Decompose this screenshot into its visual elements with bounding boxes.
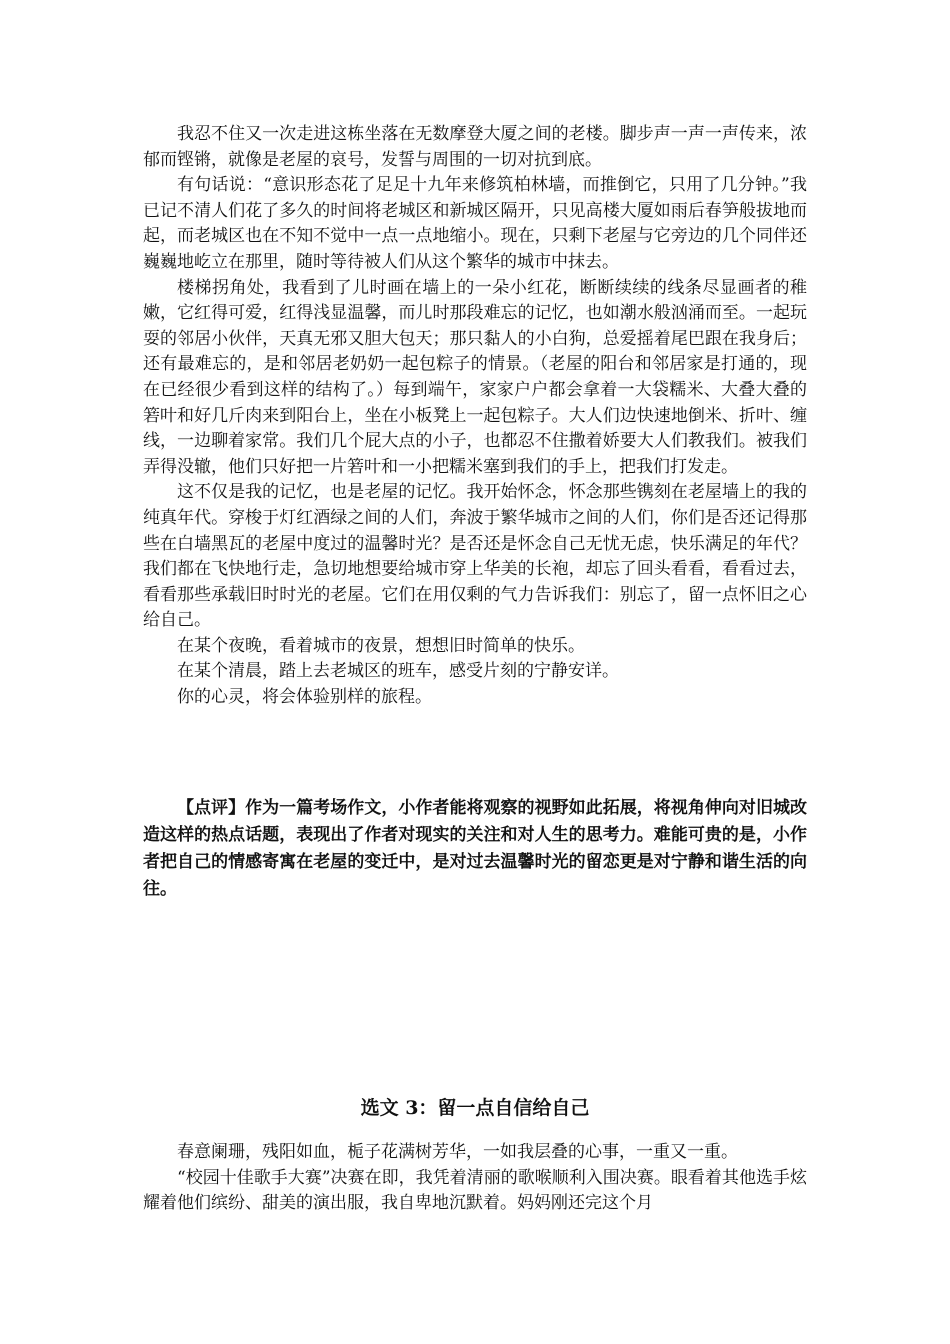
section3-body bbox=[143, 1140, 807, 1217]
essay-paragraph-5: 在某个夜晚，看着城市的夜景，想想旧时简单的快乐。 bbox=[177, 635, 585, 656]
essay-paragraph-1: 我忍不住又一次走进这栋坐落在无数摩登大厦之间的老楼。脚步声一声一声传来，浓郁而铿锵，就像是老屋的哀号，发誓与周围的一切对抗到底。 bbox=[143, 124, 807, 170]
essay-body bbox=[143, 122, 807, 711]
section-title: 选文 3：留一点自信给自己 bbox=[360, 1097, 590, 1119]
essay-paragraph-7: 你的心灵，将会体验别样的旅程。 bbox=[177, 687, 432, 708]
section3-paragraph-1: 春意阑珊，残阳如血，栀子花满树芳华，一如我层叠的心事，一重又一重。 bbox=[177, 1142, 738, 1162]
essay-paragraph-4: 这不仅是我的记忆，也是老屋的记忆。我开始怀念，怀念那些镌刻在老屋墙上的我的纯真年代。穿梭于灯红酒绿之间的人们，奔波于繁华城市之间的人们，你们是否还记得那些在白墙黑瓦的老屋中度过的温馨时光？是否还是怀念自己无忧无虑，快乐满足的年代？我们都在飞快地行走，急切地想要给城市穿上华美的长袍，却忘了回头看看，看看过去，看看那些承载旧时时光的老屋。它们在用仅剩的气力告诉我们：别忘了，留一点怀旧之心给自己。 bbox=[143, 482, 807, 631]
essay-paragraph-6: 在某个清晨，踏上去老城区的班车，感受片刻的宁静安详。 bbox=[177, 661, 619, 682]
essay-paragraph-2: 有句话说：“意识形态花了足足十九年来修筑柏林墙，而推倒它，只用了几分钟。”我已记不清人们花了多久的时间将老城区和新城区隔开，只见高楼大厦如雨后春笋般拔地而起，而老城区也在不知不觉中一点一点地缩小。现在，只剩下老屋与它旁边的几个同伴还巍巍地屹立在那里，随时等待被人们从这个繁华的城市中抹去。 bbox=[143, 175, 807, 272]
essay-paragraph-3: 楼梯拐角处，我看到了儿时画在墙上的一朵小红花，断断续续的线条尽显画者的稚嫩，它红得可爱，红得浅显温馨，而儿时那段难忘的记忆，也如潮水般汹涌而至。一起玩耍的邻居小伙伴，天真无邪又胆大包天；那只黏人的小白狗，总爱摇着尾巴跟在我身后；还有最难忘的，是和邻居老奶奶一起包粽子的情景。（老屋的阳台和邻居家是打通的，现在已经很少看到这样的结构了。）每到端午，家家户户都会拿着一大袋糯米、大叠大叠的箬叶和好几斤肉来到阳台上，坐在小板凳上一起包粽子。大人们边快速地倒米、折叶、缠线，一边聊着家常。我们几个屁大点的小子，也都忍不住撒着娇要大人们教我们。被我们弄得没辙，他们只好把一片箬叶和一小把糯米塞到我们的手上，把我们打发走。 bbox=[143, 277, 807, 477]
section3-paragraph-2: “校园十佳歌手大赛”决赛在即，我凭着清丽的歌喉顺利入围决赛。眼看着其他选手炫耀着他们缤纷、甜美的演出服，我自卑地沉默着。妈妈刚还完这个月 bbox=[143, 1167, 807, 1214]
review-block bbox=[143, 795, 807, 903]
review-text: 【点评】作为一篇考场作文，小作者能将观察的视野如此拓展，将视角伸向对旧城改造这样的热点话题，表现出了作者对现实的关注和对人生的思考力。难能可贵的是，小作者把自己的情感寄寓在老屋的变迁中，是对过去温馨时光的留恋更是对宁静和谐生活的向往。 bbox=[143, 798, 807, 899]
